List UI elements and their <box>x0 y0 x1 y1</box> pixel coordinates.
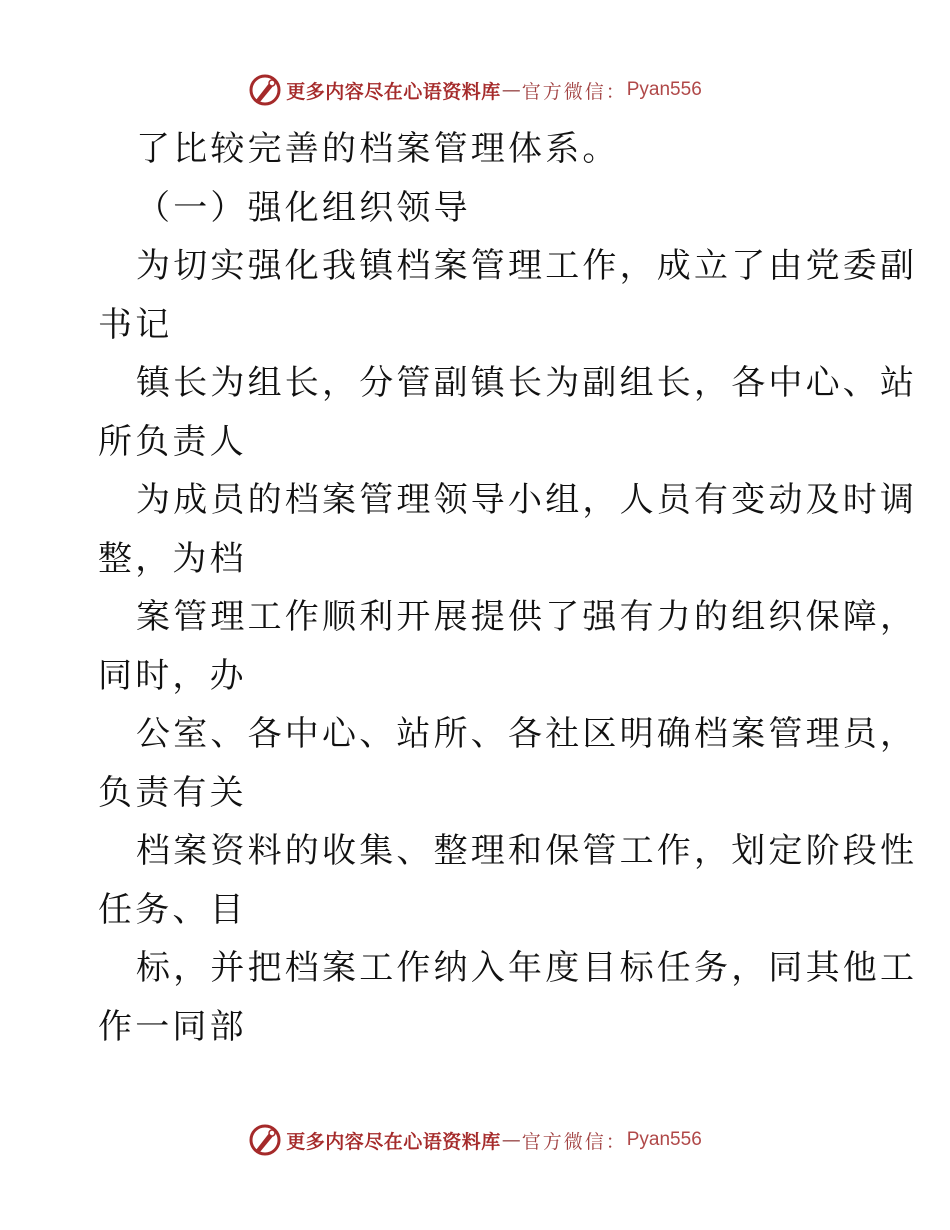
body-line: 公室、各中心、站所、各社区明确档案管理员， <box>136 714 918 754</box>
body-line: 为成员的档案管理领导小组，人员有变动及时调 <box>136 480 918 520</box>
body-line: 为切实强化我镇档案管理工作，成立了由党委副 <box>136 246 918 286</box>
quill-circle-icon <box>248 73 282 107</box>
body-line: 了比较完善的档案管理体系。 <box>136 129 620 169</box>
body-line: 作一同部 <box>98 1006 247 1047</box>
body-line: 镇长为组长，分管副镇长为副组长，各中心、站 <box>136 363 918 403</box>
quill-circle-icon <box>248 1123 282 1157</box>
section-heading: （一）强化组织领导 <box>136 187 471 228</box>
body-line: 档案资料的收集、整理和保管工作，划定阶段性 <box>136 831 918 871</box>
watermark-dash: — <box>501 79 521 101</box>
body-line: 所负责人 <box>98 421 247 462</box>
body-line: 标，并把档案工作纳入年度目标任务，同其他工 <box>136 948 918 988</box>
body-line: 书记 <box>98 304 173 345</box>
body-line: 同时，办 <box>98 655 247 696</box>
body-line: 任务、目 <box>98 889 247 930</box>
watermark-brand: 更多内容尽在心语资料库 <box>286 1130 501 1153</box>
watermark-id: Pyan556 <box>626 1129 702 1150</box>
footer-watermark <box>0 1120 950 1160</box>
watermark-dash: — <box>501 1129 521 1151</box>
body-line: 负责有关 <box>98 772 247 813</box>
body-line: 整，为档 <box>98 538 247 579</box>
header-watermark <box>0 70 950 110</box>
watermark-label: 官方微信： <box>521 80 627 103</box>
body-line: 案管理工作顺利开展提供了强有力的组织保障， <box>136 597 918 637</box>
watermark-brand: 更多内容尽在心语资料库 <box>286 80 501 103</box>
watermark-label: 官方微信： <box>521 1130 627 1153</box>
document-body <box>98 120 918 1056</box>
watermark-id: Pyan556 <box>626 79 702 100</box>
